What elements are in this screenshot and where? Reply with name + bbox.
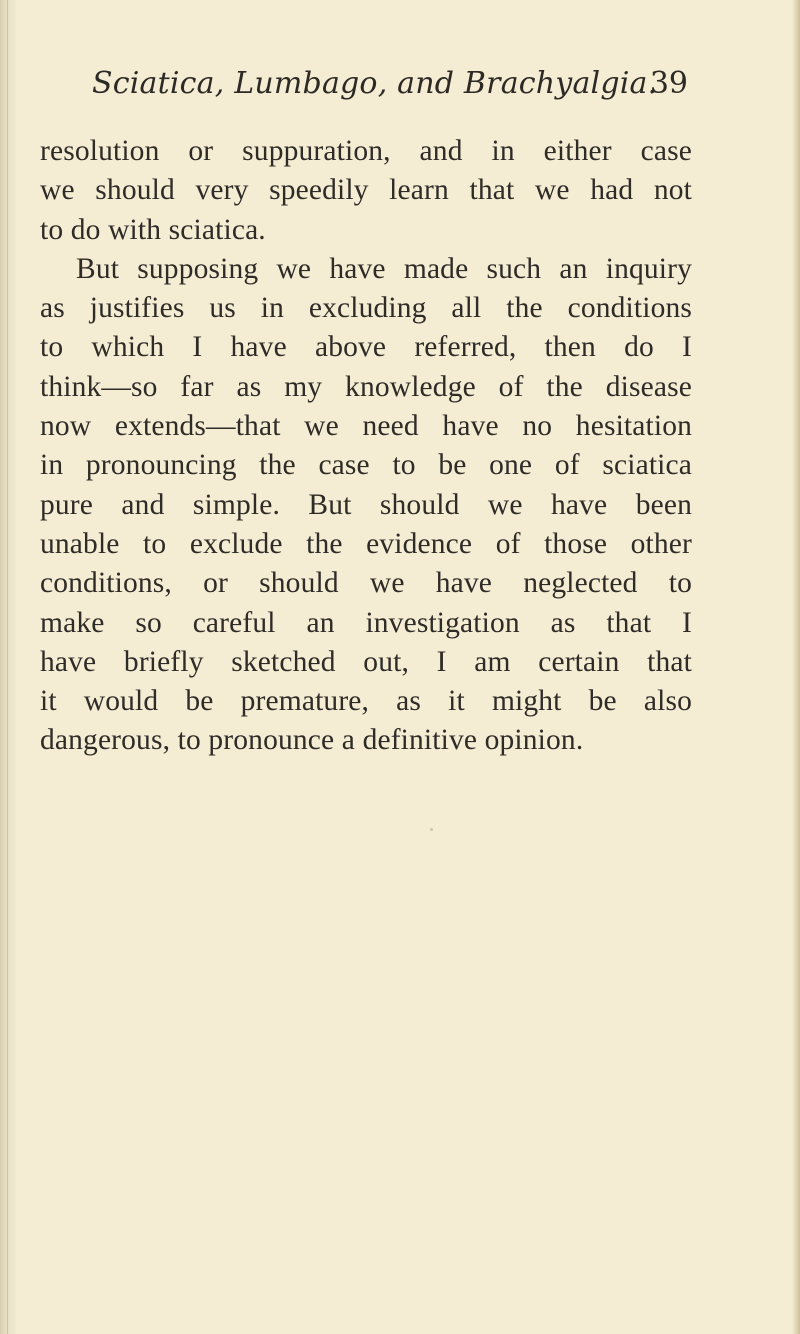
- text-line: pure and simple. But should we have been: [40, 488, 692, 521]
- text-line: it would be premature, as it might be also: [40, 685, 692, 718]
- page-binding-edge: [0, 0, 16, 1334]
- running-head: [92, 66, 688, 110]
- text-line: have briefly sketched out, I am certain that: [40, 645, 692, 678]
- text-line: now extends—that we need have no hesitation: [40, 410, 692, 443]
- text-line: make so careful an investigation as that I: [40, 606, 692, 639]
- text-line: in pronouncing the case to be one of sciatica: [40, 449, 692, 482]
- text-line: conditions, or should we have neglected to: [40, 567, 692, 600]
- page-right-edge: [792, 0, 800, 1334]
- text-line: But supposing we have made such an inquiry: [76, 252, 692, 285]
- body-text: [40, 132, 692, 761]
- paper-speck: [430, 828, 433, 831]
- text-line: unable to exclude the evidence of those other: [40, 527, 692, 560]
- page-number: 39: [649, 66, 688, 101]
- running-title: Sciatica, Lumbago, and Brachyalgia.: [92, 66, 658, 101]
- text-line: we should very speedily learn that we had not: [40, 174, 692, 207]
- text-line: to do with sciatica.: [40, 213, 266, 246]
- text-line: as justifies us in excluding all the conditions: [40, 292, 692, 325]
- text-line: resolution or suppuration, and in either case: [40, 135, 692, 167]
- text-line: dangerous, to pronounce a definitive opinion.: [40, 724, 584, 757]
- text-line: to which I have above referred, then do I: [40, 331, 692, 364]
- text-line: think—so far as my knowledge of the disease: [40, 370, 692, 403]
